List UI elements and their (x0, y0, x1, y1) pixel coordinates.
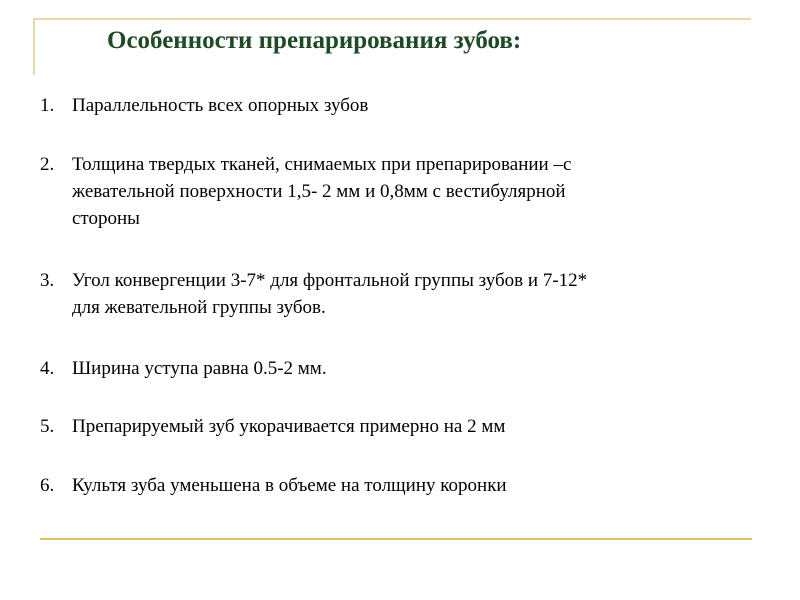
list-item-number: 2. (40, 154, 55, 175)
list-item-line: стороны (72, 208, 140, 229)
frame-bottom-line (40, 538, 752, 540)
frame-top-line (33, 18, 751, 20)
list-item-number: 4. (40, 358, 55, 379)
list-item-line: Ширина уступа равна 0.5-2 мм. (72, 358, 327, 379)
list-item-line: для жевательной группы зубов. (72, 297, 326, 318)
list-item-number: 5. (40, 416, 55, 437)
frame-left-line (33, 18, 35, 75)
list-item-text (72, 92, 752, 119)
list-item-line: Толщина твердых тканей, снимаемых при препарировании –с (72, 154, 572, 175)
list-item-number: 1. (40, 95, 55, 116)
list-item-text (72, 151, 752, 232)
list-item-line: Угол конвергенции 3-7* для фронтальной группы зубов и 7-12* (72, 270, 588, 291)
list-item-line: Параллельность всех опорных зубов (72, 95, 369, 116)
slide-title: Особенности препарирования зубов: (107, 27, 522, 54)
list-item-text (72, 267, 752, 321)
list-item-line: жевательной поверхности 1,5- 2 мм и 0,8мм с вестибулярной (72, 181, 566, 202)
list-item-text (72, 355, 752, 382)
list-item-text (72, 472, 752, 499)
list-item-number: 3. (40, 270, 55, 291)
list-item-line: Культя зуба уменьшена в объеме на толщину коронки (72, 475, 507, 496)
list-item-text (72, 413, 752, 440)
list-item-line: Препарируемый зуб укорачивается примерно на 2 мм (72, 416, 506, 437)
list-item-number: 6. (40, 475, 55, 496)
